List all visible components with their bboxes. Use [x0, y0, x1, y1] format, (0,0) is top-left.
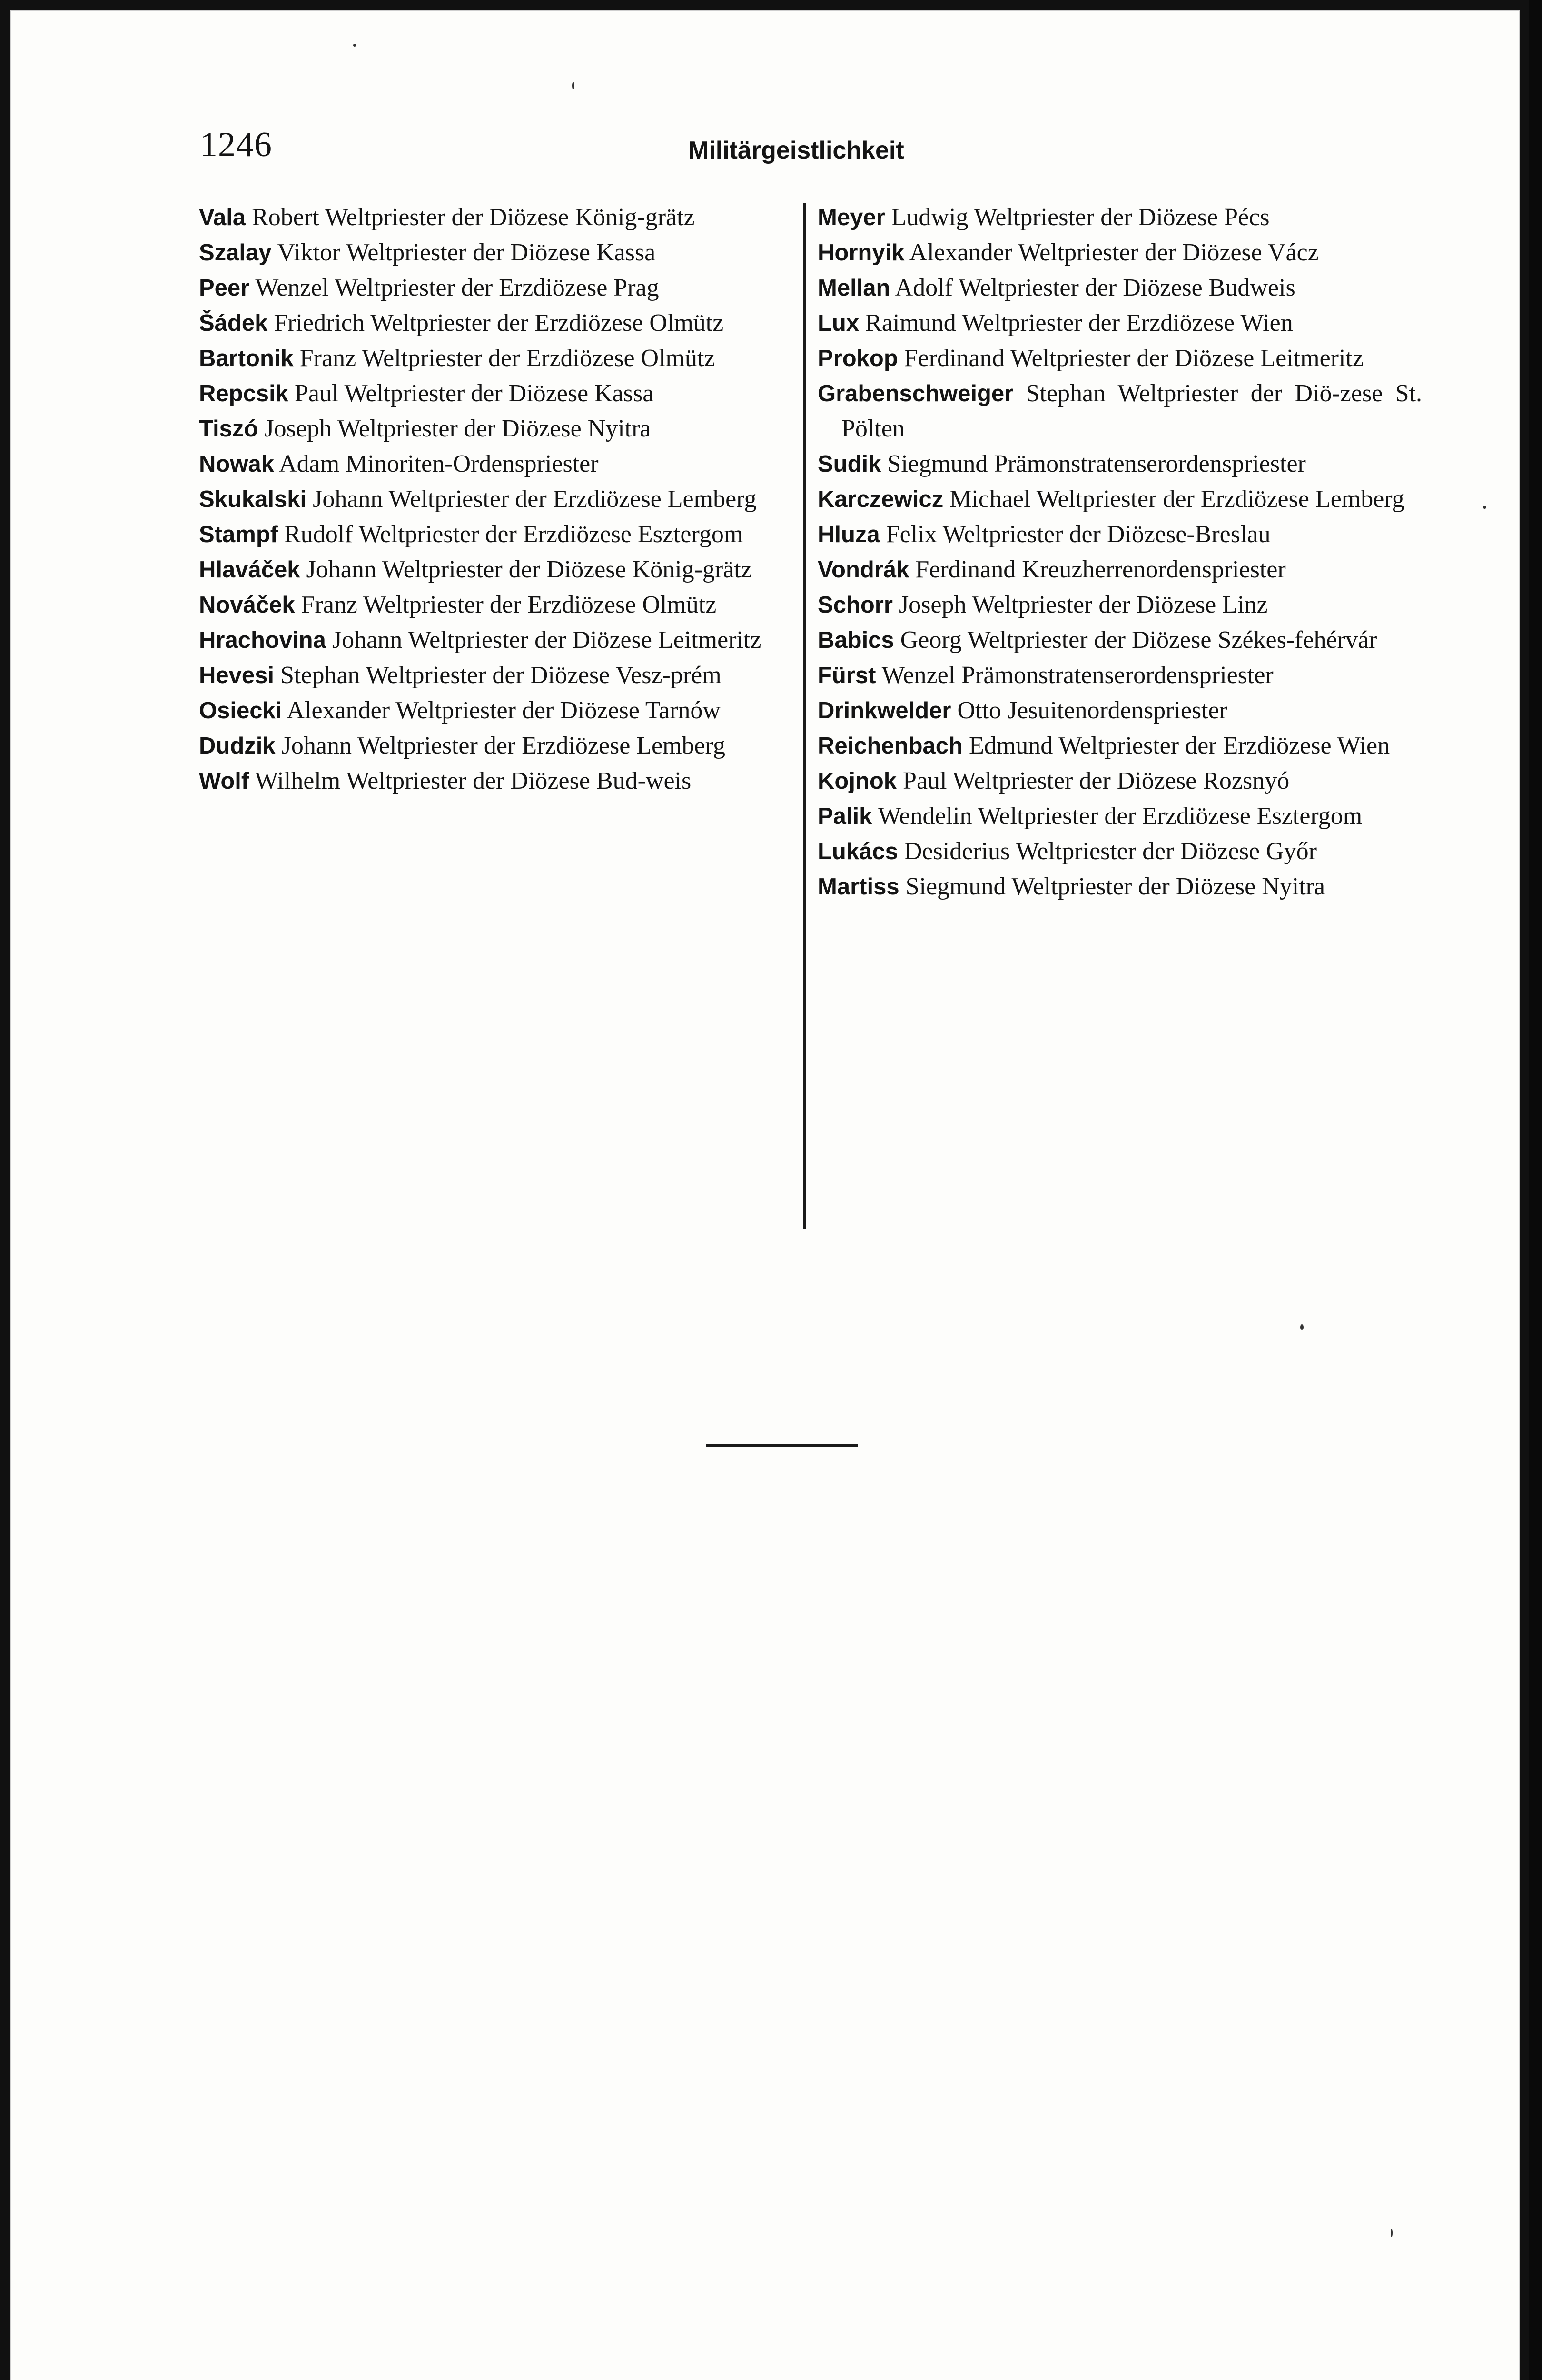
entry-surname: Stampf: [199, 522, 278, 547]
entry-surname: Reichenbach: [818, 733, 963, 759]
entry-surname: Peer: [199, 275, 250, 301]
list-entry: [818, 200, 1422, 235]
entry-details: Felix Weltpriester der Diözese-Breslau: [880, 521, 1271, 548]
entry-details: Johann Weltpriester der Erzdiözese Lemberg: [275, 732, 726, 759]
entry-surname: Hlaváček: [199, 557, 300, 583]
entry-surname: Repcsik: [199, 381, 288, 407]
list-entry: [199, 517, 803, 552]
scan-speck: [353, 44, 356, 47]
entry-details: Stephan Weltpriester der Diö-zese St. Pölten: [841, 380, 1422, 442]
list-entry: [199, 376, 803, 411]
entry-surname: Palik: [818, 803, 872, 829]
list-entry: [818, 834, 1422, 869]
entry-details: Ferdinand Kreuzherrenordenspriester: [909, 556, 1286, 583]
entry-details: Desiderius Weltpriester der Diözese Győr: [898, 838, 1317, 865]
entry-details: Rudolf Weltpriester der Erzdiözese Esztergom: [278, 521, 743, 548]
entry-details: Wendelin Weltpriester der Erzdiözese Esztergom: [872, 803, 1363, 830]
entry-surname: Prokop: [818, 346, 898, 371]
list-entry: [199, 623, 803, 658]
page-number: 1246: [200, 125, 272, 164]
entry-surname: Karczewicz: [818, 486, 944, 512]
entry-details: Alexander Weltpriester der Diözese Tarnów: [282, 697, 721, 724]
list-entry: [818, 517, 1422, 552]
entry-details: Michael Weltpriester der Erzdiözese Lemberg: [943, 486, 1404, 513]
entry-surname: Grabenschweiger: [818, 381, 1014, 407]
entry-details: Joseph Weltpriester der Diözese Linz: [892, 591, 1268, 618]
entry-details: Siegmund Prämonstratenserordenspriester: [881, 450, 1306, 477]
entry-surname: Vala: [199, 205, 246, 230]
scan-speck: [1483, 506, 1486, 509]
entry-details: Paul Weltpriester der Diözese Kassa: [288, 380, 654, 407]
entry-details: Viktor Weltpriester der Diözese Kassa: [271, 239, 656, 266]
entry-details: Wilhelm Weltpriester der Diözese Bud-weis: [249, 767, 692, 794]
list-entry: [199, 587, 803, 623]
entry-details: Paul Weltpriester der Diözese Rozsnyó: [897, 767, 1290, 794]
entry-surname: Wolf: [199, 768, 249, 794]
entry-details: Franz Weltpriester der Erzdiözese Olmütz: [295, 591, 717, 618]
list-entry: [199, 482, 803, 517]
list-entry: [199, 411, 803, 446]
entry-surname: Tiszó: [199, 416, 258, 442]
entry-surname: Šádek: [199, 310, 268, 336]
list-entry: [199, 270, 803, 306]
entry-surname: Babics: [818, 627, 894, 653]
entry-surname: Kojnok: [818, 768, 897, 794]
entry-surname: Skukalski: [199, 486, 307, 512]
list-entry: [199, 728, 803, 764]
list-entry: [818, 728, 1422, 764]
entry-details: Siegmund Weltpriester der Diözese Nyitra: [899, 873, 1325, 900]
entry-details: Johann Weltpriester der Diözese König-grätz: [300, 556, 752, 583]
entry-details: Johann Weltpriester der Diözese Leitmeritz: [326, 626, 761, 654]
list-entry: [818, 799, 1422, 834]
book-page: [10, 10, 1520, 2380]
entry-details: Robert Weltpriester der Diözese König-grätz: [246, 204, 695, 231]
entry-details: Otto Jesuitenordenspriester: [951, 697, 1228, 724]
entry-details: Adam Minoriten-Ordenspriester: [274, 450, 599, 477]
entry-details: Friedrich Weltpriester der Erzdiözese Olmütz: [267, 309, 724, 337]
list-entry: [818, 693, 1422, 728]
entry-surname: Sudik: [818, 451, 881, 477]
list-entry: [818, 235, 1422, 270]
list-entry: [818, 376, 1422, 446]
entry-surname: Martiss: [818, 874, 900, 900]
entry-surname: Fürst: [818, 663, 876, 688]
list-entry: [818, 587, 1422, 623]
entry-details: Wenzel Weltpriester der Erzdiözese Prag: [249, 274, 659, 301]
list-entry: [199, 235, 803, 270]
running-head: Militärgeistlichkeit: [688, 137, 904, 164]
entry-surname: Nowak: [199, 451, 274, 477]
list-entry: [199, 658, 803, 693]
entry-surname: Hrachovina: [199, 627, 326, 653]
column-divider: [803, 203, 806, 1229]
list-entry: [199, 341, 803, 376]
entry-details: Adolf Weltpriester der Diözese Budweis: [890, 274, 1295, 301]
list-entry: [818, 552, 1422, 587]
entry-details: Ferdinand Weltpriester der Diözese Leitmeritz: [898, 345, 1364, 372]
entry-details: Edmund Weltpriester der Erzdiözese Wien: [962, 732, 1390, 759]
entry-details: Wenzel Prämonstratenserordenspriester: [876, 662, 1274, 689]
list-entry: [199, 552, 803, 587]
list-entry: [818, 306, 1422, 341]
scan-speck: [572, 82, 574, 89]
entry-details: Ludwig Weltpriester der Diözese Pécs: [885, 204, 1270, 231]
entry-surname: Hevesi: [199, 663, 275, 688]
list-entry: [818, 869, 1422, 904]
entry-surname: Lux: [818, 310, 860, 336]
scan-speck: [1391, 2229, 1393, 2237]
entry-surname: Mellan: [818, 275, 890, 301]
entry-details: Franz Weltpriester der Erzdiözese Olmütz: [293, 345, 715, 372]
entry-surname: Schorr: [818, 592, 893, 618]
entry-surname: Hornyik: [818, 240, 905, 266]
right-column: [818, 200, 1422, 904]
entry-surname: Lukács: [818, 839, 898, 864]
entry-surname: Nováček: [199, 592, 295, 618]
list-entry: [199, 446, 803, 482]
list-entry: [199, 306, 803, 341]
entry-surname: Szalay: [199, 240, 272, 266]
entry-details: Johann Weltpriester der Erzdiözese Lemberg: [306, 486, 757, 513]
entry-surname: Dudzik: [199, 733, 276, 759]
entry-details: Raimund Weltpriester der Erzdiözese Wien: [859, 309, 1293, 337]
list-entry: [199, 693, 803, 728]
entry-surname: Osiecki: [199, 698, 282, 724]
list-entry: [818, 764, 1422, 799]
entry-details: Alexander Weltpriester der Diözese Vácz: [904, 239, 1319, 266]
end-rule: [706, 1444, 858, 1447]
entry-surname: Vondrák: [818, 557, 909, 583]
entry-surname: Drinkwelder: [818, 698, 951, 724]
entry-surname: Bartonik: [199, 346, 294, 371]
list-entry: [818, 482, 1422, 517]
scan-border: [1529, 0, 1542, 2380]
entry-details: Stephan Weltpriester der Diözese Vesz-prém: [274, 662, 722, 689]
entry-details: Joseph Weltpriester der Diözese Nyitra: [258, 415, 651, 442]
entry-surname: Hluza: [818, 522, 880, 547]
entry-details: Georg Weltpriester der Diözese Székes-fehérvár: [894, 626, 1377, 654]
scan-speck: [1300, 1324, 1304, 1330]
list-entry: [818, 658, 1422, 693]
list-entry: [818, 446, 1422, 482]
left-column: [199, 200, 803, 799]
list-entry: [199, 764, 803, 799]
list-entry: [818, 623, 1422, 658]
list-entry: [818, 270, 1422, 306]
list-entry: [818, 341, 1422, 376]
entry-surname: Meyer: [818, 205, 885, 230]
list-entry: [199, 200, 803, 235]
